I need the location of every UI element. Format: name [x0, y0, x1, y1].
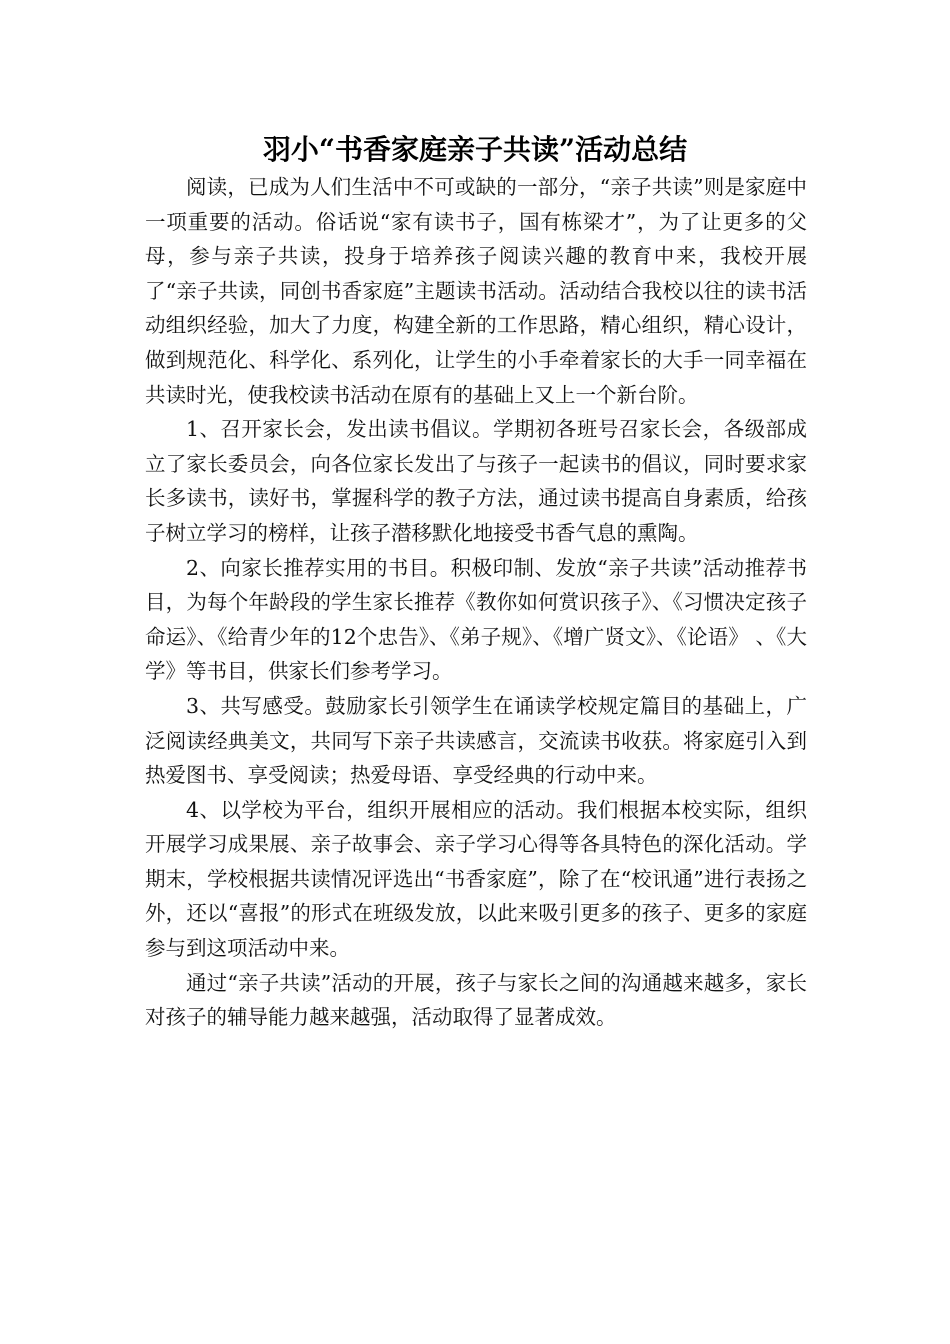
paragraph-conclusion: 通过“亲子共读”活动的开展，孩子与家长之间的沟通越来越多，家长对孩子的辅导能力越来越强，活动取得了显著成效。	[145, 970, 807, 1030]
paragraph-intro: 阅读，已成为人们生活中不可或缺的一部分，“亲子共读”则是家庭中一项重要的活动。俗话说“家有读书子，国有栋梁才”，为了让更多的父母，参与亲子共读，投身于培养孩子阅读兴趣的教育中来，我校开展了“亲子共读，同创书香家庭”主题读书活动。活动结合我校以往的读书活动组织经验，加大了力度，构建全新的工作思路，精心组织，精心设计，做到规范化、科学化、系列化，让学生的小手牵着家长的大手一同幸福在共读时光，使我校读书活动在原有的基础上又上一个新台阶。	[145, 175, 807, 407]
paragraph-item-3: 3、共写感受。鼓励家长引领学生在诵读学校规定篇目的基础上，广泛阅读经典美文，共同写下亲子共读感言，交流读书收获。将家庭引入到热爱图书、享受阅读；热爱母语、享受经典的行动中来。	[145, 693, 807, 788]
paragraph-item-4: 4、以学校为平台，组织开展相应的活动。我们根据本校实际，组织开展学习成果展、亲子故事会、亲子学习心得等各具特色的深化活动。学期末，学校根据共读情况评选出“书香家庭”，除了在“校讯通”进行表扬之外，还以“喜报”的形式在班级发放，以此来吸引更多的孩子、更多的家庭参与到这项活动中来。	[145, 797, 807, 961]
paragraph-item-1: 1、召开家长会，发出读书倡议。学期初各班号召家长会，各级部成立了家长委员会，向各位家长发出了与孩子一起读书的倡议，同时要求家长多读书，读好书，掌握科学的教子方法，通过读书提高自身素质，给孩子树立学习的榜样，让孩子潜移默化地接受书香气息的熏陶。	[145, 417, 807, 545]
document-title: 羽小“书香家庭亲子共读”活动总结	[262, 133, 688, 166]
document-body	[145, 170, 807, 1035]
paragraph-item-2: 2、向家长推荐实用的书目。积极印制、发放“亲子共读”活动推荐书目，为每个年龄段的学生家长推荐《教你如何赏识孩子》、《习惯决定孩子命运》、《给青少年的12个忠告》、《弟子规》、《增广贤文》、《论语》 、《大学》等书目，供家长们参考学习。	[145, 555, 807, 684]
